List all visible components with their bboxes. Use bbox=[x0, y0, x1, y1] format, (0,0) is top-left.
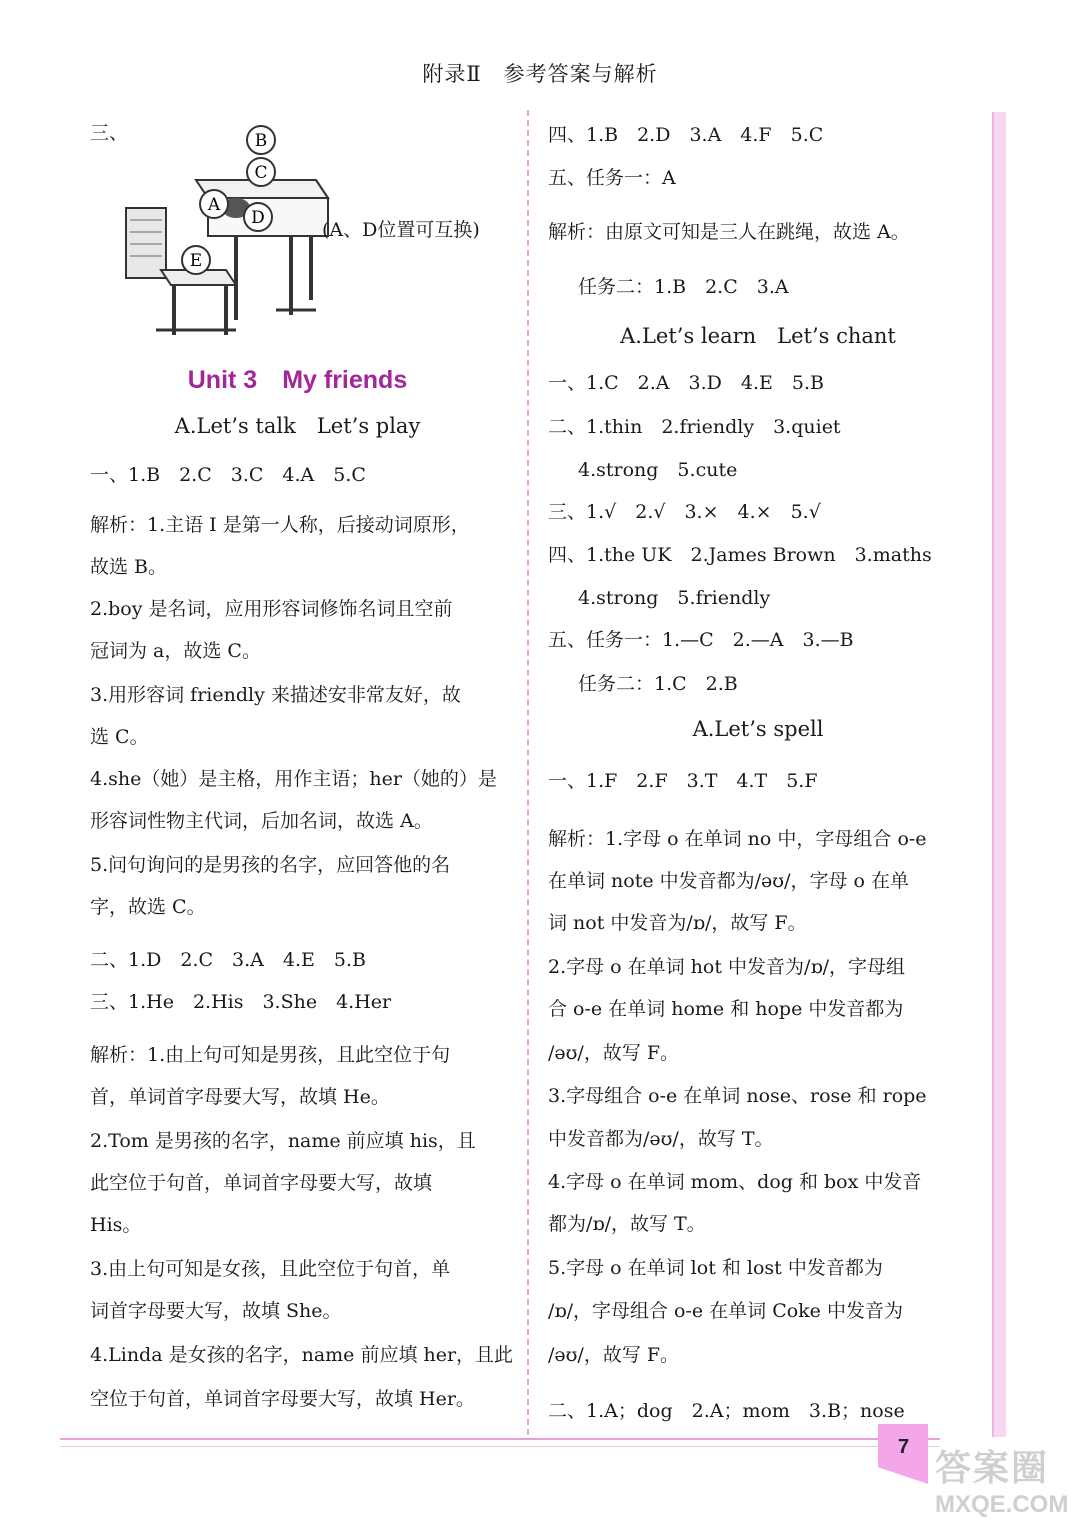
explanation-line: 合 o-e 在单词 home 和 hope 中发音都为 bbox=[548, 998, 904, 1020]
explanation-line: 4.she（她）是主格，用作主语；her（她的）是 bbox=[90, 768, 497, 790]
answer-line: 五、任务一：1.—C 2.—A 3.—B bbox=[548, 629, 854, 651]
explanation-line: /ɒ/，字母组合 o-e 在单词 Coke 中发音为 bbox=[548, 1300, 903, 1322]
explanation-line: His。 bbox=[90, 1214, 142, 1236]
explanation-line: 4.字母 o 在单词 mom、dog 和 box 中发音 bbox=[548, 1171, 922, 1193]
answer-line: 4.strong 5.cute bbox=[578, 459, 738, 481]
explanation-line: 字，故选 C。 bbox=[90, 896, 206, 918]
explanation-line: 解析：由原文可知是三人在跳绳，故选 A。 bbox=[548, 221, 910, 243]
chair-back bbox=[126, 208, 166, 278]
explanation-line: 2.字母 o 在单词 hot 中发音为/ɒ/，字母组 bbox=[548, 956, 906, 978]
answer-line: 五、任务一：A bbox=[548, 167, 676, 189]
explanation-line: 此空位于句首，单词首字母要大写，故填 bbox=[90, 1172, 433, 1194]
explanation-line: 词 not 中发音为/ɒ/，故写 F。 bbox=[548, 912, 807, 934]
letter-c: C bbox=[254, 163, 268, 183]
page-number: 7 bbox=[898, 1436, 910, 1458]
explanation-line: 空位于句首，单词首字母要大写，故填 Her。 bbox=[90, 1388, 475, 1410]
watermark-logo bbox=[935, 1440, 1075, 1530]
explanation-line: 2.boy 是名词，应用形容词修饰名词且空前 bbox=[90, 598, 453, 620]
explanation-line: 故选 B。 bbox=[90, 556, 168, 578]
right-page-border bbox=[992, 112, 1006, 1437]
illustration-note: (A、D位置可互换) bbox=[322, 219, 480, 241]
letter-d: D bbox=[251, 208, 265, 228]
section-title-talk: A.Let’s talk Let’s play bbox=[174, 414, 421, 438]
explanation-line: 选 C。 bbox=[90, 726, 149, 748]
explanation-line: 词首字母要大写，故填 She。 bbox=[90, 1300, 342, 1322]
unit-title: Unit 3 My friends bbox=[187, 366, 408, 394]
explanation-line: 2.Tom 是男孩的名字，name 前应填 his，且 bbox=[90, 1130, 476, 1152]
explanation-line: /əʊ/，故写 F。 bbox=[548, 1042, 680, 1064]
letter-b: B bbox=[254, 131, 268, 151]
section-title-learn: A.Let’s learn Let’s chant bbox=[620, 324, 896, 348]
answer-line: 一、1.B 2.C 3.C 4.A 5.C bbox=[90, 464, 366, 486]
explanation-line: 5.字母 o 在单词 lot 和 lost 中发音都为 bbox=[548, 1257, 883, 1279]
answer-line: 二、1.A；dog 2.A；mom 3.B；nose bbox=[548, 1400, 905, 1422]
explanation-line: 解析：1.由上句可知是男孩，且此空位于句 bbox=[90, 1044, 451, 1066]
answer-line: 任务二：1.C 2.B bbox=[578, 673, 738, 695]
explanation-line: 都为/ɒ/，故写 T。 bbox=[548, 1213, 706, 1235]
bottom-rule bbox=[60, 1438, 940, 1440]
explanation-line: 3.字母组合 o-e 在单词 nose、rose 和 rope bbox=[548, 1085, 927, 1107]
explanation-line: 5.问句询问的是男孩的名字，应回答他的名 bbox=[90, 854, 451, 876]
explanation-line: 3.用形容词 friendly 来描述安非常友好，故 bbox=[90, 684, 461, 706]
answer-line: 4.strong 5.friendly bbox=[578, 587, 771, 609]
explanation-line: 解析：1.字母 o 在单词 no 中，字母组合 o-e bbox=[548, 828, 927, 850]
answer-line: 二、1.D 2.C 3.A 4.E 5.B bbox=[90, 949, 366, 971]
explanation-line: /əʊ/，故写 F。 bbox=[548, 1344, 680, 1366]
explanation-line: 3.由上句可知是女孩，且此空位于句首，单 bbox=[90, 1258, 451, 1280]
answer-line: 一、1.C 2.A 3.D 4.E 5.B bbox=[548, 372, 824, 394]
explanation-line: 冠词为 a，故选 C。 bbox=[90, 640, 261, 662]
explanation-line: 中发音都为/əʊ/，故写 T。 bbox=[548, 1128, 774, 1150]
page-header: 附录Ⅱ 参考答案与解析 bbox=[422, 62, 658, 86]
column-divider bbox=[527, 110, 529, 1435]
letter-e: E bbox=[189, 251, 203, 271]
answer-line: 四、1.B 2.D 3.A 4.F 5.C bbox=[548, 124, 824, 146]
letter-a: A bbox=[207, 195, 221, 215]
answer-line: 二、1.thin 2.friendly 3.quiet bbox=[548, 416, 841, 438]
desk-chair-illustration bbox=[116, 120, 336, 342]
bottom-rule-thin bbox=[60, 1446, 940, 1447]
illustration-label: 三、 bbox=[90, 122, 129, 144]
explanation-line: 首，单词首字母要大写，故填 He。 bbox=[90, 1086, 390, 1108]
answer-line: 三、1.√ 2.√ 3.× 4.× 5.√ bbox=[548, 501, 821, 523]
explanation-line: 解析：1.主语 I 是第一人称，后接动词原形， bbox=[90, 514, 470, 536]
section-title-spell: A.Let’s spell bbox=[692, 717, 824, 741]
watermark-text: 答案圈 bbox=[935, 1447, 1050, 1488]
answer-line: 三、1.He 2.His 3.She 4.Her bbox=[90, 991, 392, 1013]
explanation-line: 形容词性物主代词，后加名词，故选 A。 bbox=[90, 810, 433, 832]
answer-line: 任务二：1.B 2.C 3.A bbox=[578, 276, 789, 298]
watermark-url: MXQE.COM bbox=[935, 1491, 1069, 1518]
answer-line: 一、1.F 2.F 3.T 4.T 5.F bbox=[548, 770, 818, 792]
explanation-line: 在单词 note 中发音都为/əʊ/，字母 o 在单 bbox=[548, 870, 909, 892]
answer-line: 四、1.the UK 2.James Brown 3.maths bbox=[548, 544, 932, 566]
explanation-line: 4.Linda 是女孩的名字，name 前应填 her，且此 bbox=[90, 1344, 514, 1366]
